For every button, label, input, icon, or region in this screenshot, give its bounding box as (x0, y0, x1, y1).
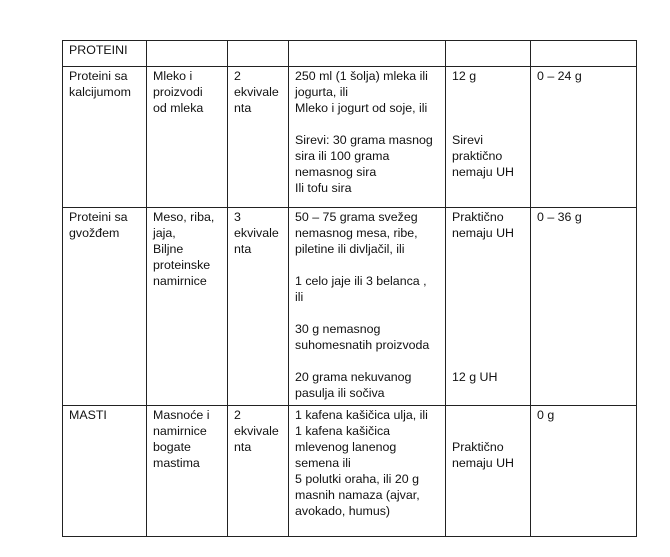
cell-carbs: Praktično nemaju UH 12 g UH (446, 208, 531, 406)
header-cell-empty (289, 41, 446, 67)
cell-range: 0 – 24 g (531, 67, 637, 208)
cell-group: MASTI (63, 406, 147, 537)
cell-range: 0 g (531, 406, 637, 537)
cell-carbs: Praktično nemaju UH (446, 406, 531, 537)
table-row-header (63, 41, 637, 67)
cell-foods: Meso, riba, jaja, Biljne proteinske namirnice (147, 208, 228, 406)
cell-group: Proteini sa gvožđem (63, 208, 147, 406)
cell-units: 2 ekvivale nta (228, 67, 289, 208)
cell-range: 0 – 36 g (531, 208, 637, 406)
cell-portions: 50 – 75 grama svežeg nemasnog mesa, ribe, piletine ili divljačil, ili 1 celo jaje ili 3 belanca , ili 30 g nemasnog suhomesnatih proizvoda 20 grama nekuvanog pasulja ili sočiva (289, 208, 446, 406)
header-cell-empty (228, 41, 289, 67)
table-row (63, 67, 637, 208)
cell-group: Proteini sa kalcijumom (63, 67, 147, 208)
cell-carbs: 12 g Sirevi praktično nemaju UH (446, 67, 531, 208)
table-row (63, 406, 637, 537)
table-row (63, 208, 637, 406)
header-cell-empty (147, 41, 228, 67)
header-cell-label: PROTEINI (63, 41, 147, 67)
cell-foods: Masnoće i namirnice bogate mastima (147, 406, 228, 537)
cell-portions: 1 kafena kašičica ulja, ili 1 kafena kašičica mlevenog lanenog semena ili 5 polutki oraha, ili 20 g masnih namaza (ajvar, avokado, humus) (289, 406, 446, 537)
header-cell-empty (446, 41, 531, 67)
cell-portions: 250 ml (1 šolja) mleka ili jogurta, ili Mleko i jogurt od soje, ili Sirevi: 30 grama masnog sira ili 100 grama nemasnog sira Ili tofu sira (289, 67, 446, 208)
cell-units: 3 ekvivale nta (228, 208, 289, 406)
cell-units: 2 ekvivale nta (228, 406, 289, 537)
header-cell-empty (531, 41, 637, 67)
nutrition-table (62, 40, 637, 537)
cell-foods: Mleko i proizvodi od mleka (147, 67, 228, 208)
